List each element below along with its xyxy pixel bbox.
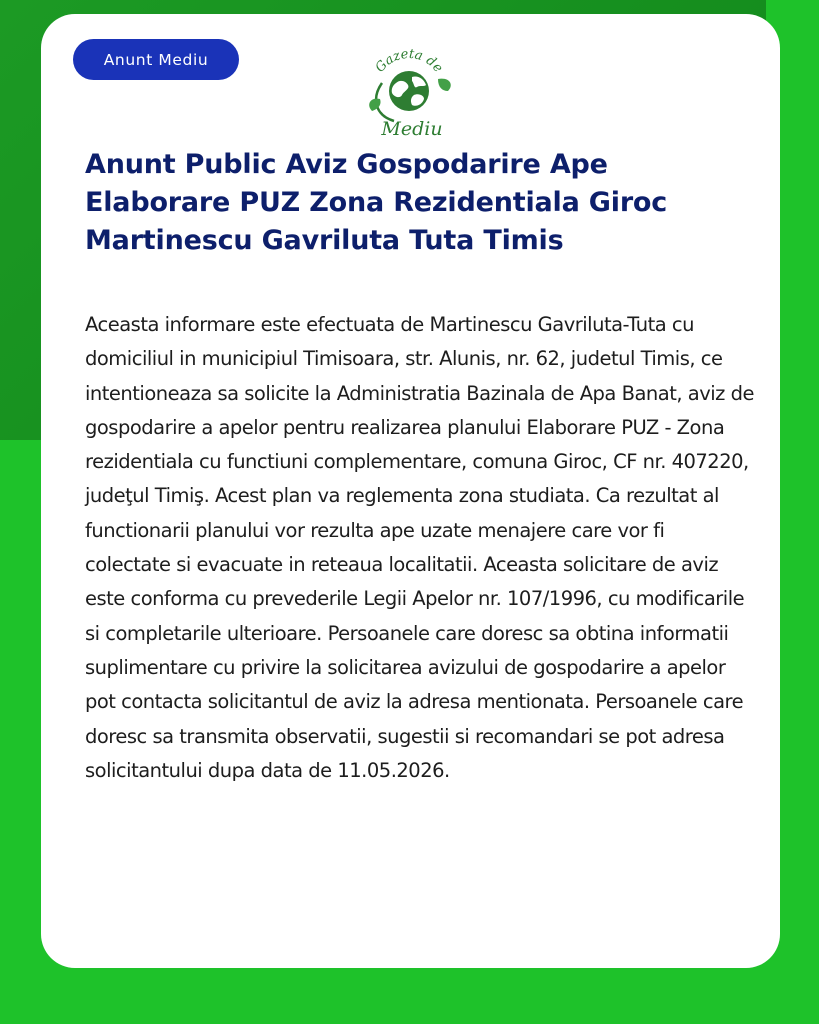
article-body: Aceasta informare este efectuata de Martinescu Gavriluta-Tuta cu domiciliul in municipiul Timisoara, str. Alunis, nr. 62, judetul Timis, ce intentioneaza sa solicite la Administratia Bazinala de Apa Banat, aviz de gospodarire a apelor pentru realizarea planului Elaborare PUZ - Zona rezidentiala cu functiuni complementare, comuna Giroc, CF nr. 407220, judeţul Timiş. Acest plan va reglementa zona studiata. Ca rezultat al functionarii planului vor rezulta ape uzate menajere care vor fi colectate si evacuate in reteaua localitatii. Aceasta solicitare de aviz este conforma cu prevederile Legii Apelor nr. 107/1996, cu modificarile si completarile ulterioare. Persoanele care doresc sa obtina informatii suplimentare cu privire la solicitarea avizului de gospodarire a apelor pot contacta solicitantul de aviz la adresa mentionata. Persoanele care doresc sa transmita observatii, sugestii si recomandari se pot adresa solicitantului dupa data de 11.05.2026. <box>85 313 754 782</box>
globe-leaf-logo-icon <box>354 39 464 139</box>
logo-text-bottom: Mediu <box>381 118 443 139</box>
category-badge[interactable]: Anunt Mediu <box>73 39 239 80</box>
article-title: Anunt Public Aviz Gospodarire Ape Elaborare PUZ Zona Rezidentiala Giroc Martinescu Gavriluta Tuta Timis <box>85 149 668 256</box>
gazeta-de-mediu-logo <box>354 39 464 139</box>
announcement-card <box>41 14 780 968</box>
logo-text-top: Gazeta de <box>372 46 446 76</box>
